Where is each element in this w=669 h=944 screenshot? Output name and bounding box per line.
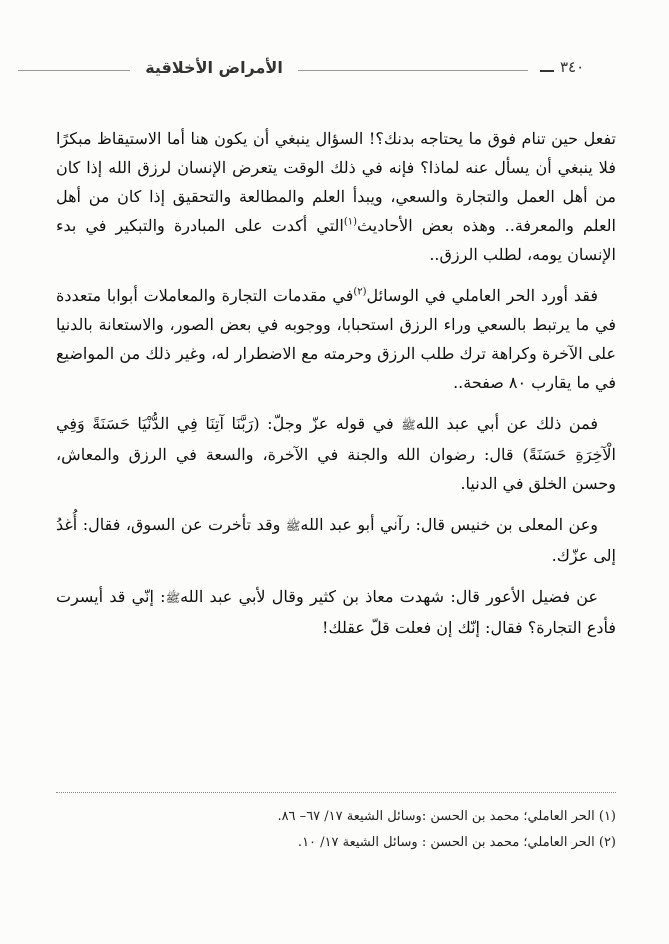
paragraph-text: التي أكدت على المبادرة والتبكير في بدء الإنسان يومه، لطلب الرزق.. xyxy=(56,216,616,264)
paragraph-5 xyxy=(56,582,616,642)
paragraph-text: في مقدمات التجارة والمعاملات أبوابا متعددة في ما يرتبط بالسعي وراء الرزق استحبابا، ووجوبه في بعض الصور، والاستعانة بالدنيا على الآخرة وكراهة ترك طلب الرزق وحرمته مع الاضطرار له، وغير ذلك من المواضيع في ما يقارب ٨٠ صفحة.. xyxy=(56,286,616,392)
footnote-1: (١) الحر العاملي؛ محمد بن الحسن :وسائل الشيعة ١٧/ ٦٧– ٨٦. xyxy=(277,809,616,824)
header-rule-right xyxy=(298,70,528,71)
footnote-ref-2[interactable]: (٢) xyxy=(353,286,367,298)
chapter-title: الأمراض الأخلاقية xyxy=(145,58,283,77)
paragraph-text: فمن ذلك عن أبي عبد الله xyxy=(415,414,599,433)
paragraph-text: عن فضيل الأعور قال: شهدت معاذ بن كثير وقال لأبي عبد الله xyxy=(180,587,599,606)
page-number-dash xyxy=(540,70,554,72)
header-rule-left xyxy=(18,70,130,71)
paragraph-text: فقد أورد الحر العاملي في الوسائل xyxy=(366,286,598,305)
main-text xyxy=(56,124,616,654)
paragraph-3 xyxy=(56,409,616,498)
paragraph-text: : إنّي قد أيسرت فأدع التجارة؟ فقال: إنّك إن فعلت قلّ عقلك! xyxy=(56,587,616,637)
salutation-glyph: ﷺ xyxy=(401,418,416,432)
page-number: ٣٤٠ xyxy=(560,58,585,76)
paragraph-text: وقد تأخرت عن السوق، فقال: أُغدُ إلى عزّك. xyxy=(56,515,616,565)
paragraph-2 xyxy=(56,281,616,397)
footnote-2: (٢) الحر العاملي؛ محمد بن الحسن : وسائل الشيعة ١٧/ ١٠. xyxy=(297,835,616,850)
footnote-ref-1[interactable]: (١) xyxy=(343,216,358,228)
footnotes xyxy=(56,804,616,856)
paragraph-text: في قوله عزّ وجلّ: (رَبَّنَا آتِنَا فِي الدُّنْيَا حَسَنَةً وَفِي الْآخِرَةِ حَسَنَةً) قال: رضوان الله والجنة في الآخرة، والسعة في الرزق والمعاش، وحسن الخلق في الدنيا. xyxy=(56,414,616,493)
running-header xyxy=(18,58,651,84)
footnote-separator xyxy=(56,792,616,793)
paragraph-4 xyxy=(56,510,616,570)
paragraph-text: وعن المعلى بن خنيس قال: رآني أبو عبد الله xyxy=(300,515,599,534)
paragraph-1 xyxy=(56,124,616,269)
salutation-glyph: ﷺ xyxy=(165,591,181,605)
salutation-glyph: ﷺ xyxy=(285,519,301,533)
paragraph-text: تفعل حين تنام فوق ما يحتاجه بدنك؟! السؤال ينبغي أن يكون هنا أما الاستيقاظ مبكرًا فلا ينبغي أن يسأل عنه لماذا؟ فإنه في ذلك الوقت يتعرض الإنسان لرزق الله إذا كان من أهل العمل والتجارة والسعي، ويبدأ العلم والمطالعة والتحقيق إذا كان من أهل العلم والمعرفة.. وهذه بعض الأحاديث xyxy=(56,129,616,235)
